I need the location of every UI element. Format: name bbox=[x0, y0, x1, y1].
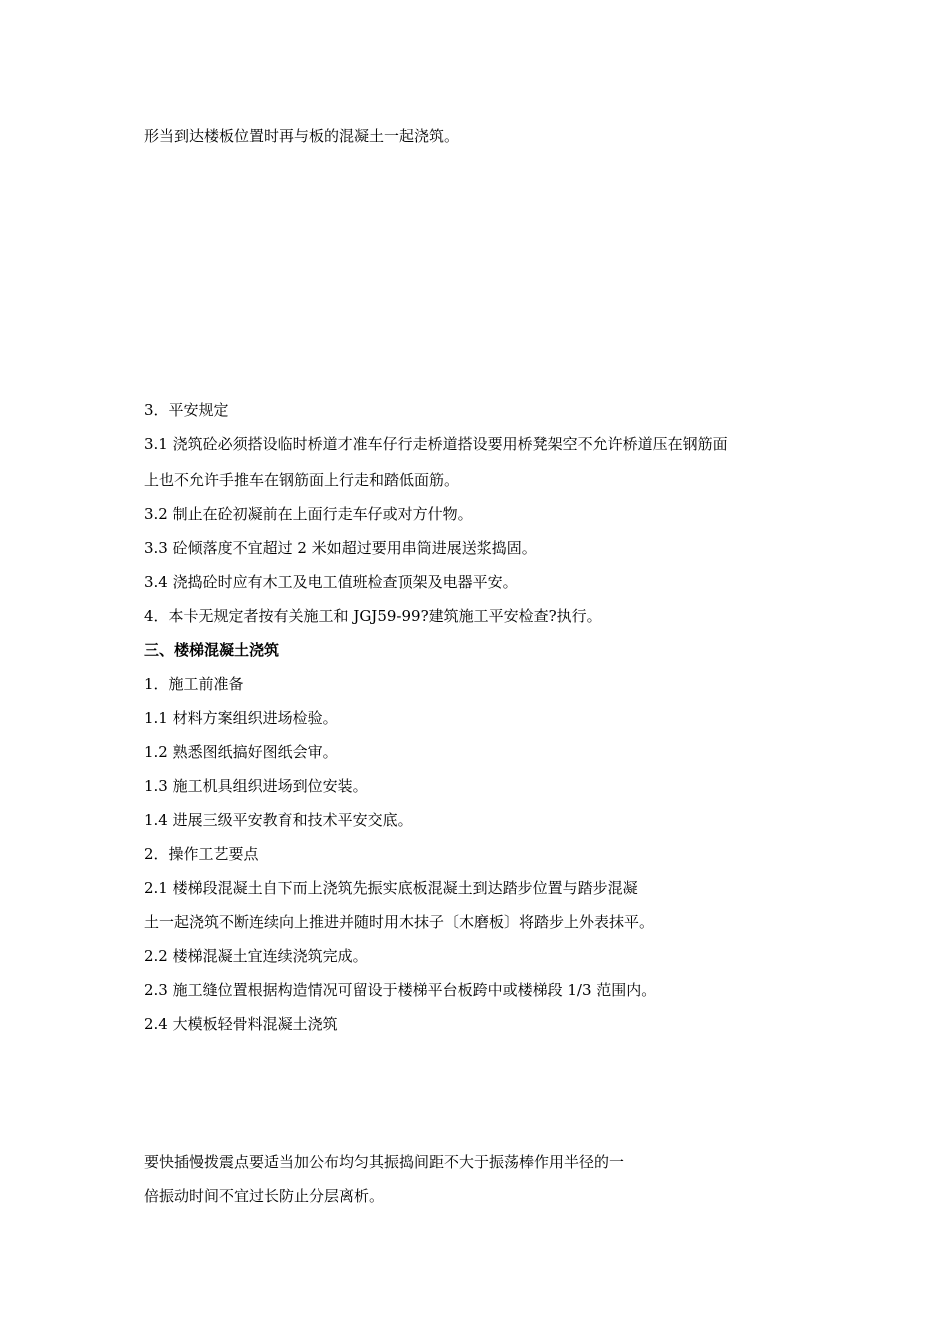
paragraph-line: 1.2 熟悉图纸搞好图纸会审。 bbox=[144, 743, 338, 761]
section-heading: 2．操作工艺要点 bbox=[144, 845, 259, 863]
paragraph-line: 2.4 大模板轻骨料混凝土浇筑 bbox=[144, 1015, 338, 1033]
paragraph-line: 2.3 施工缝位置根据构造情况可留设于楼梯平台板跨中或楼梯段 1/3 范围内。 bbox=[144, 981, 657, 999]
paragraph-line: 2.2 楼梯混凝土宜连续浇筑完成。 bbox=[144, 947, 368, 965]
paragraph-line: 4．本卡无规定者按有关施工和 JGJ59-99?建筑施工平安检查?执行。 bbox=[144, 607, 602, 625]
paragraph-line: 3.1 浇筑砼必须搭设临时桥道才准车仔行走桥道搭设要用桥凳架空不允许桥道压在钢筋面 bbox=[144, 435, 728, 453]
paragraph-line: 形当到达楼板位置时再与板的混凝土一起浇筑。 bbox=[144, 127, 460, 145]
paragraph-line: 上也不允许手推车在钢筋面上行走和踏低面筋。 bbox=[144, 471, 460, 489]
paragraph-line: 3.2 制止在砼初凝前在上面行走车仔或对方什物。 bbox=[144, 505, 473, 523]
paragraph-line: 倍振动时间不宜过长防止分层离析。 bbox=[144, 1187, 385, 1205]
section-heading: 1．施工前准备 bbox=[144, 675, 244, 693]
paragraph-line: 土一起浇筑不断连续向上推进并随时用木抹子〔木磨板〕将踏步上外表抹平。 bbox=[144, 913, 655, 931]
paragraph-line: 3.4 浇捣砼时应有木工及电工值班检查顶架及电器平安。 bbox=[144, 573, 518, 591]
section-heading: 3．平安规定 bbox=[144, 401, 229, 419]
chapter-heading: 三、楼梯混凝土浇筑 bbox=[144, 641, 280, 659]
paragraph-line: 3.3 砼倾落度不宜超过 2 米如超过要用串筒进展送浆捣固。 bbox=[144, 539, 537, 557]
paragraph-line: 要快插慢拨震点要适当加公布均匀其振捣间距不大于振荡棒作用半径的一 bbox=[144, 1153, 625, 1171]
paragraph-line: 1.4 进展三级平安教育和技术平安交底。 bbox=[144, 811, 413, 829]
paragraph-line: 2.1 楼梯段混凝土自下而上浇筑先振实底板混凝土到达踏步位置与踏步混凝 bbox=[144, 879, 638, 897]
paragraph-line: 1.3 施工机具组织进场到位安装。 bbox=[144, 777, 368, 795]
paragraph-line: 1.1 材料方案组织进场检验。 bbox=[144, 709, 338, 727]
